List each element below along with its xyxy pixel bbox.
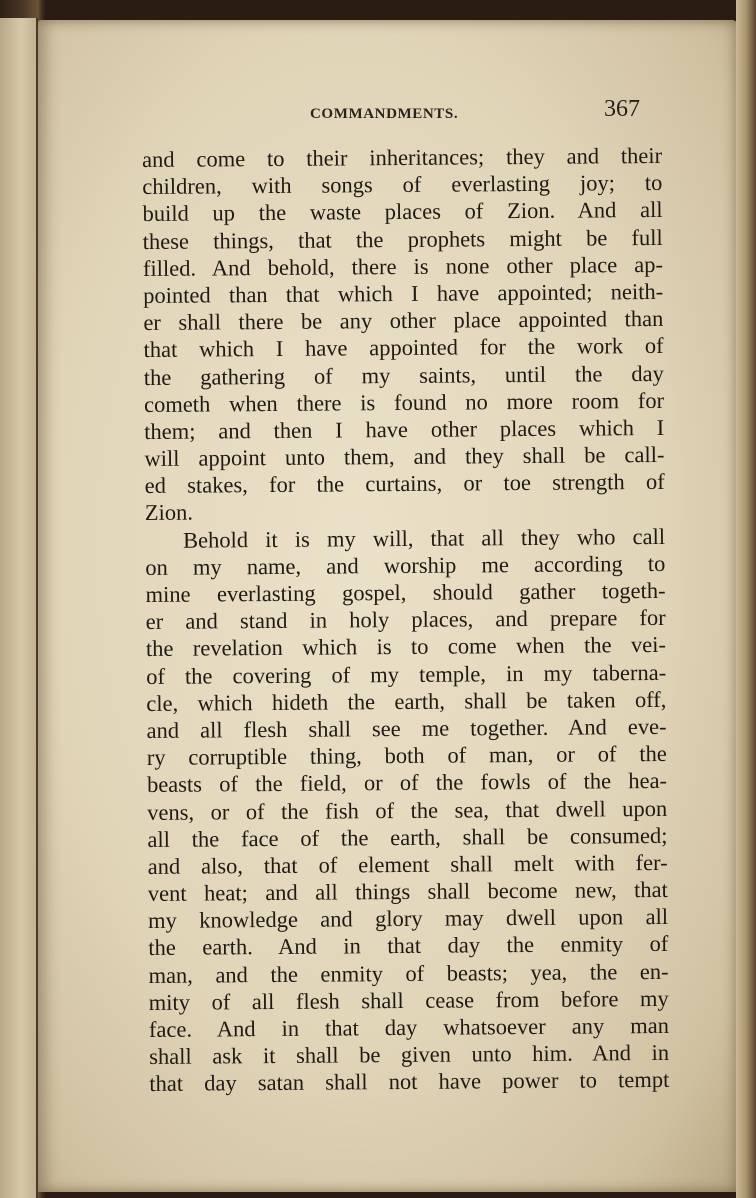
text-line: on my name, and worship me according to: [145, 550, 666, 580]
text-line: man, and the enmity of beasts; yea, the en-: [148, 958, 669, 988]
text-line: mity of all flesh shall cease from before my: [148, 985, 669, 1015]
text-line: shall ask it shall be given unto him. And in: [149, 1040, 670, 1070]
text-line: that day satan shall not have power to tempt: [149, 1067, 670, 1097]
text-line: will appoint unto them, and they shall be call-: [144, 441, 665, 472]
text-line: children, with songs of everlasting joy; to: [142, 170, 663, 200]
text-line: er shall there be any other place appointed than: [143, 306, 664, 336]
text-line: cle, which hideth the earth, shall be taken off,: [146, 686, 667, 716]
text-line: vens, or of the fish of the sea, that dwell upon: [147, 795, 668, 825]
text-line: face. And in that day whatsoever any man: [148, 1012, 670, 1042]
text-line: them; and then I have other places which I: [144, 414, 665, 444]
text-line: the earth. And in that day the enmity of: [148, 931, 669, 961]
text-line: the revelation which is to come when the vei-: [145, 632, 667, 662]
paragraph-start-line: Behold it is my will, that all they who call: [182, 523, 666, 553]
text-line: mine everlasting gospel, should gather togeth-: [145, 577, 666, 607]
page-block-edge: [736, 0, 756, 1198]
text-line: pointed than that which I have appointed; neith-: [143, 278, 664, 308]
text-line: ry corruptible thing, both of man, or of the: [146, 741, 667, 771]
running-title: COMMANDMENTS.: [310, 106, 459, 122]
page-number: 367: [604, 96, 640, 122]
text-line: these things, that the prophets might be full: [142, 224, 663, 254]
text-line: and come to their inheritances; they and their: [142, 142, 663, 172]
text-line: my knowledge and glory may dwell upon all: [147, 904, 669, 934]
text-line: the gathering of my saints, until the day: [143, 360, 664, 390]
text-line: that which I have appointed for the work of: [143, 333, 664, 363]
text-line: of the covering of my temple, in my taberna-: [146, 659, 667, 689]
text-line: all the face of the earth, shall be consumed;: [147, 822, 668, 852]
text-line: and all flesh shall see me together. And eve-: [146, 713, 667, 743]
text-line: and also, that of element shall melt with fer-: [147, 849, 668, 879]
book-page: [38, 20, 738, 1192]
text-line: filled. And behold, there is none other place ap-: [142, 251, 664, 281]
facing-page-edge: [0, 18, 38, 1198]
page-header: [38, 88, 738, 128]
text-line: vent heat; and all things shall become new, that: [147, 876, 668, 907]
text-line: er and stand in holy places, and prepare for: [145, 605, 666, 635]
text-line: build up the waste places of Zion. And all: [142, 197, 663, 227]
text-line: ed stakes, for the curtains, or toe strength of: [144, 469, 665, 499]
text-line: beasts of the field, or of the fowls of the hea-: [146, 768, 668, 798]
text-line: cometh when there is found no more room for: [143, 387, 665, 417]
body-text: [142, 142, 669, 1098]
text-line: Zion.: [144, 500, 194, 526]
